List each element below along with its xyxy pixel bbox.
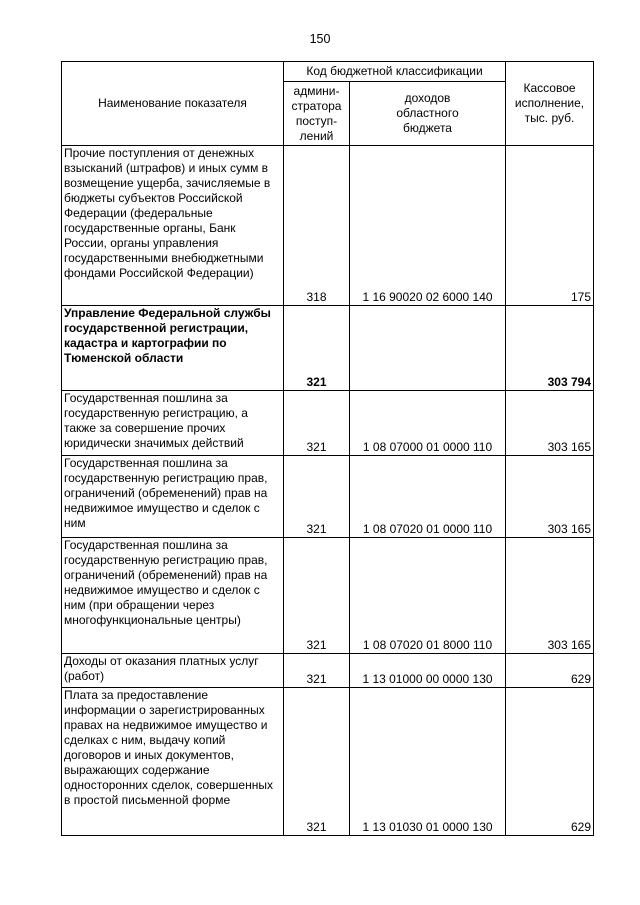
row-admin: 321	[284, 688, 350, 836]
row-code	[350, 306, 506, 391]
row-amount: 303 794	[506, 306, 594, 391]
row-name: Плата за предоставление информации о зарегистрированных правах на недвижимое имущество и сделках с ним, выдачу копий договоров и иных документов, выражающих содержание односторонних сделок, совершенных в простой письменной форме	[62, 688, 284, 836]
row-admin: 321	[284, 306, 350, 391]
table-row	[62, 538, 594, 654]
row-admin: 321	[284, 391, 350, 456]
row-admin: 321	[284, 538, 350, 654]
row-name: Государственная пошлина за государственную регистрацию прав, ограничений (обременений) прав на недвижимое имущество и сделок с ним	[62, 456, 284, 538]
table-row	[62, 456, 594, 538]
row-code: 1 08 07020 01 0000 110	[350, 456, 506, 538]
header-name: Наименование показателя	[62, 62, 284, 146]
row-code: 1 08 07020 01 8000 110	[350, 538, 506, 654]
row-amount: 629	[506, 688, 594, 836]
table-row	[62, 146, 594, 306]
row-admin: 321	[284, 654, 350, 688]
budget-table	[61, 61, 594, 836]
table-row	[62, 306, 594, 391]
row-code: 1 13 01000 00 0000 130	[350, 654, 506, 688]
row-name: Управление Федеральной службы государственной регистрации, кадастра и картографии по Тюменской области	[62, 306, 284, 391]
row-code: 1 13 01030 01 0000 130	[350, 688, 506, 836]
row-amount: 175	[506, 146, 594, 306]
row-name: Государственная пошлина за государственную регистрацию, а также за совершение прочих юридически значимых действий	[62, 391, 284, 456]
header-code-group: Код бюджетной классификации	[284, 62, 506, 82]
header-income: доходов областного бюджета	[350, 82, 506, 146]
page-number: 150	[309, 32, 331, 46]
row-code: 1 08 07000 01 0000 110	[350, 391, 506, 456]
row-code: 1 16 90020 02 6000 140	[350, 146, 506, 306]
row-name: Государственная пошлина за государственную регистрацию прав, ограничений (обременений) прав на недвижимое имущество и сделок с ним (при обращении через многофункциональные центры)	[62, 538, 284, 654]
row-name: Доходы от оказания платных услуг (работ)	[62, 654, 284, 688]
table-row	[62, 391, 594, 456]
header-admin: админи- стратора поступ- лений	[284, 82, 350, 146]
row-amount: 303 165	[506, 456, 594, 538]
row-amount: 303 165	[506, 391, 594, 456]
row-admin: 318	[284, 146, 350, 306]
row-admin: 321	[284, 456, 350, 538]
header-amount: Кассовое исполнение, тыс. руб.	[506, 62, 594, 146]
row-name: Прочие поступления от денежных взысканий (штрафов) и иных сумм в возмещение ущерба, зачисляемые в бюджеты субъектов Российской Федерации (федеральные государственные органы, Банк России, органы управления государственными внебюджетными фондами Российской Федерации)	[62, 146, 284, 306]
row-amount: 629	[506, 654, 594, 688]
table-row	[62, 654, 594, 688]
row-amount: 303 165	[506, 538, 594, 654]
table-row	[62, 688, 594, 836]
